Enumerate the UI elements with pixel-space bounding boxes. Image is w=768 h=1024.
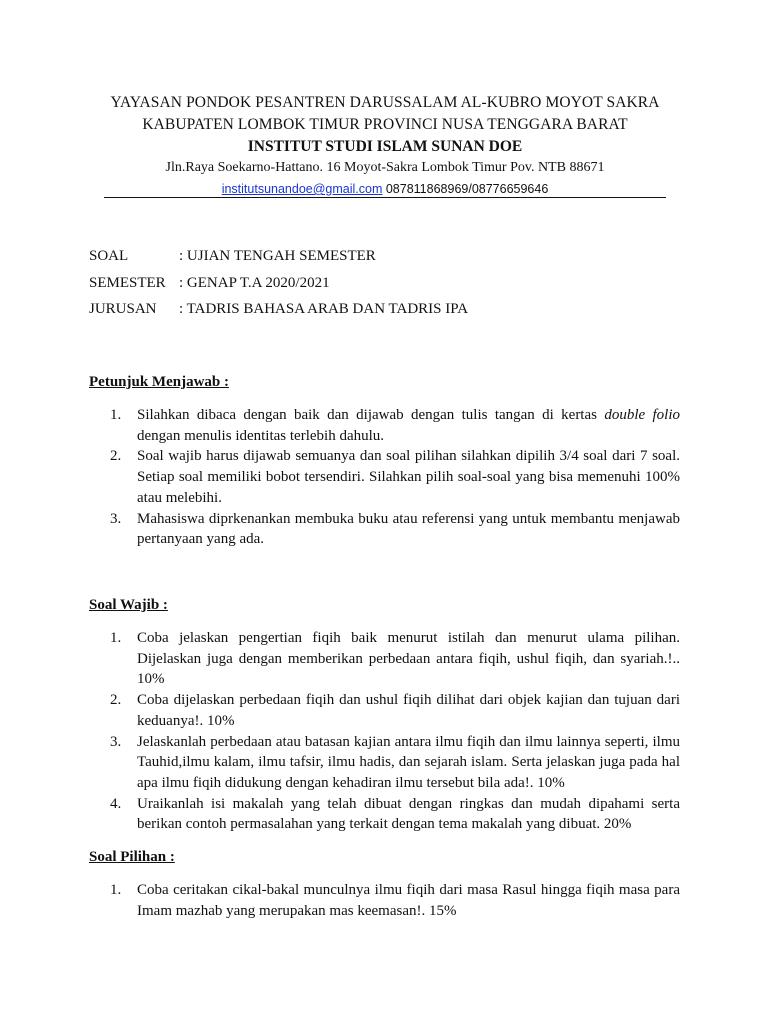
info-key: SOAL	[89, 248, 129, 264]
emphasis-text: double folio	[604, 407, 680, 423]
elective-questions-heading: Soal Pilihan :	[89, 849, 175, 865]
exam-info-row	[89, 298, 468, 325]
list-item	[110, 405, 680, 446]
required-questions-heading: Soal Wajib :	[89, 597, 168, 613]
item-text: Jelaskanlah perbedaan atau batasan kajian antara ilmu fiqih dan ilmu lainnya seperti, ilmu Tauhid,ilmu kalam, ilmu tafsir, ilmu hadis, dan sejarah islam. Serta jelaskan juga pada hal apa ilmu fiqih didukung dengan kehadiran ilmu tersebut bila ada!. 10%	[137, 733, 680, 791]
list-item	[110, 628, 680, 690]
header-divider	[104, 197, 666, 198]
letterhead	[100, 92, 670, 200]
item-text: Soal wajib harus dijawab semuanya dan soal pilihan silahkan dipilih 3/4 soal dari 7 soal. Setiap soal memiliki bobot tersendiri. Silahkan pilih soal-soal yang bisa memenuhi 100% atau melebihi.	[137, 448, 680, 506]
phone-numbers: 087811868969/08776659646	[382, 182, 549, 196]
info-key: JURUSAN	[89, 301, 157, 317]
item-number: 1.	[110, 882, 122, 898]
email-link[interactable]: institutsunandoe@gmail.com	[221, 182, 383, 196]
item-number: 1.	[110, 630, 122, 646]
item-number: 1.	[110, 407, 122, 423]
info-key: SEMESTER	[89, 274, 166, 291]
exam-info-row	[89, 245, 468, 272]
item-text: Coba jelaskan pengertian fiqih baik menurut istilah dan menurut ulama pilihan. Dijelaskan juga dengan memberikan perbedaan antara fiqih, ushul fiqih, dan syariah.!.. 10%	[137, 630, 680, 688]
list-item	[110, 690, 680, 731]
info-value: : GENAP T.A 2020/2021	[179, 274, 330, 291]
list-item	[110, 509, 680, 550]
required-questions-list	[110, 628, 680, 835]
item-text: Coba ceritakan cikal-bakal munculnya ilmu fiqih dari masa Rasul hingga fiqih masa para Imam mazhab yang merupakan mas keemasan!. 15%	[137, 882, 680, 919]
elective-questions-list	[110, 880, 680, 921]
item-number: 2.	[110, 448, 122, 465]
list-item	[110, 446, 680, 508]
item-number: 3.	[110, 733, 122, 750]
info-value: : TADRIS BAHASA ARAB DAN TADRIS IPA	[179, 301, 469, 317]
regency-name: KABUPATEN LOMBOK TIMUR PROVINCI NUSA TENGGARA BARAT	[142, 116, 628, 133]
item-number: 3.	[110, 510, 122, 527]
instructions-list	[110, 405, 680, 550]
info-value: : UJIAN TENGAH SEMESTER	[179, 248, 376, 264]
item-text: Uraikanlah isi makalah yang telah dibuat dengan ringkas dan mudah dipahami serta berikan contoh permasalahan yang terkait dengan tema makalah yang dibuat. 20%	[137, 795, 680, 833]
list-item	[110, 880, 680, 921]
institute-name: INSTITUT STUDI ISLAM SUNAN DOE	[247, 138, 523, 155]
item-number: 4.	[110, 795, 122, 812]
exam-info-row	[89, 272, 468, 299]
institute-address: Jln.Raya Soekarno-Hattano. 16 Moyot-Sakra Lombok Timur Pov. NTB 88671	[165, 160, 605, 175]
item-text: Mahasiswa diprkenankan membuka buku atau referensi yang untuk membantu menjawab pertanyaan yang ada.	[137, 510, 680, 548]
list-item	[110, 794, 680, 835]
list-item	[110, 732, 680, 794]
item-number: 2.	[110, 692, 122, 709]
exam-info	[89, 245, 468, 325]
item-text: Silahkan dibaca dengan baik dan dijawab dengan tulis tangan di kertas double folio dengan menulis identitas terlebih dahulu.	[137, 407, 680, 444]
instructions-heading: Petunjuk Menjawab :	[89, 374, 230, 390]
foundation-name: YAYASAN PONDOK PESANTREN DARUSSALAM AL-KUBRO MOYOT SAKRA	[110, 94, 660, 111]
item-text: Coba dijelaskan perbedaan fiqih dan ushul fiqih dilihat dari objek kajian dan tujuan dari keduanya!. 10%	[137, 692, 680, 729]
